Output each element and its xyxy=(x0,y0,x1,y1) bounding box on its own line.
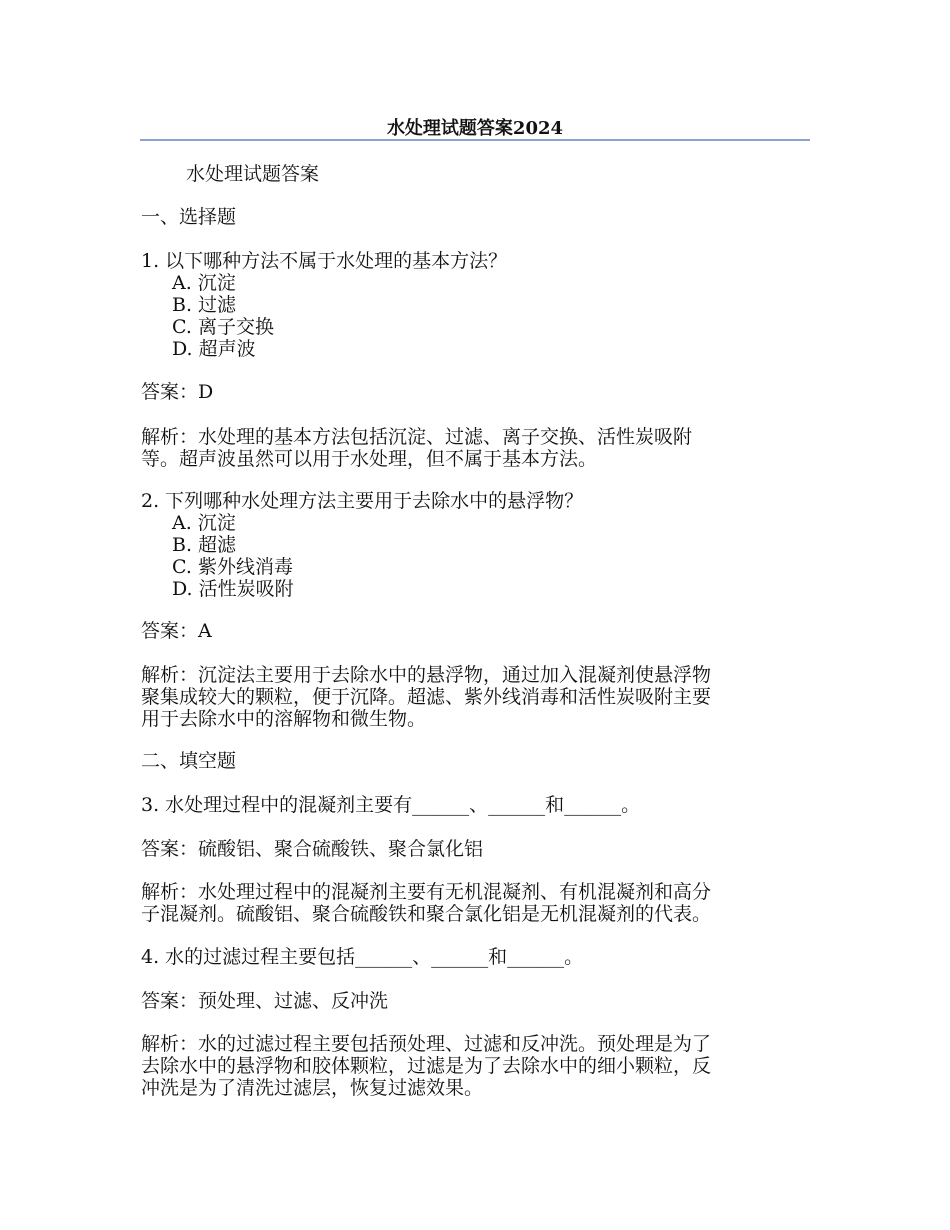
question-2: 2. 下列哪种水处理方法主要用于去除水中的悬浮物？ xyxy=(141,490,584,512)
q4-analysis-line: 解析：水的过滤过程主要包括预处理、过滤和反冲洗。预处理是为了 xyxy=(141,1033,712,1055)
question-4: 4. 水的过滤过程主要包括______、______和______。 xyxy=(141,946,584,968)
q2-option-d: D. 活性炭吸附 xyxy=(172,578,294,600)
q2-option-a: A. 沉淀 xyxy=(172,512,236,534)
question-3: 3. 水处理过程中的混凝剂主要有______、______和______。 xyxy=(141,794,641,816)
q2-option-c: C. 紫外线消毒 xyxy=(172,556,293,578)
q3-analysis-line: 子混凝剂。硫酸铝、聚合硫酸铁和聚合氯化铝是无机混凝剂的代表。 xyxy=(141,903,712,925)
document-title: 水处理试题答案2024 xyxy=(386,118,564,139)
q2-option-b: B. 超滤 xyxy=(172,534,237,556)
q3-analysis-line: 解析：水处理过程中的混凝剂主要有无机混凝剂、有机混凝剂和高分 xyxy=(141,881,712,903)
q1-option-a: A. 沉淀 xyxy=(172,272,236,294)
q4-answer: 答案：预处理、过滤、反冲洗 xyxy=(141,990,389,1012)
question-1: 1. 以下哪种方法不属于水处理的基本方法？ xyxy=(141,250,508,272)
document-subtitle: 水处理试题答案 xyxy=(186,163,320,185)
q1-option-d: D. 超声波 xyxy=(172,338,256,360)
q4-analysis-line: 去除水中的悬浮物和胶体颗粒，过滤是为了去除水中的细小颗粒，反 xyxy=(141,1055,712,1077)
q2-answer: 答案：A xyxy=(141,620,212,642)
q1-answer: 答案：D xyxy=(141,381,214,403)
q1-option-c: C. 离子交换 xyxy=(172,316,274,338)
q1-analysis-line: 解析：水处理的基本方法包括沉淀、过滤、离子交换、活性炭吸附 xyxy=(141,426,693,448)
title-underline xyxy=(140,139,810,141)
q1-option-b: B. 过滤 xyxy=(172,294,237,316)
q4-analysis-line: 冲洗是为了清洗过滤层，恢复过滤效果。 xyxy=(141,1077,484,1099)
q2-analysis-line: 用于去除水中的溶解物和微生物。 xyxy=(141,708,427,730)
q3-answer: 答案：硫酸铝、聚合硫酸铁、聚合氯化铝 xyxy=(141,838,484,860)
section-heading-choice: 一、选择题 xyxy=(141,206,237,228)
q1-analysis-line: 等。超声波虽然可以用于水处理，但不属于基本方法。 xyxy=(141,448,598,470)
q2-analysis-line: 聚集成较大的颗粒，便于沉降。超滤、紫外线消毒和活性炭吸附主要 xyxy=(141,686,712,708)
section-heading-fill: 二、填空题 xyxy=(141,750,237,772)
q2-analysis-line: 解析：沉淀法主要用于去除水中的悬浮物，通过加入混凝剂使悬浮物 xyxy=(141,664,712,686)
